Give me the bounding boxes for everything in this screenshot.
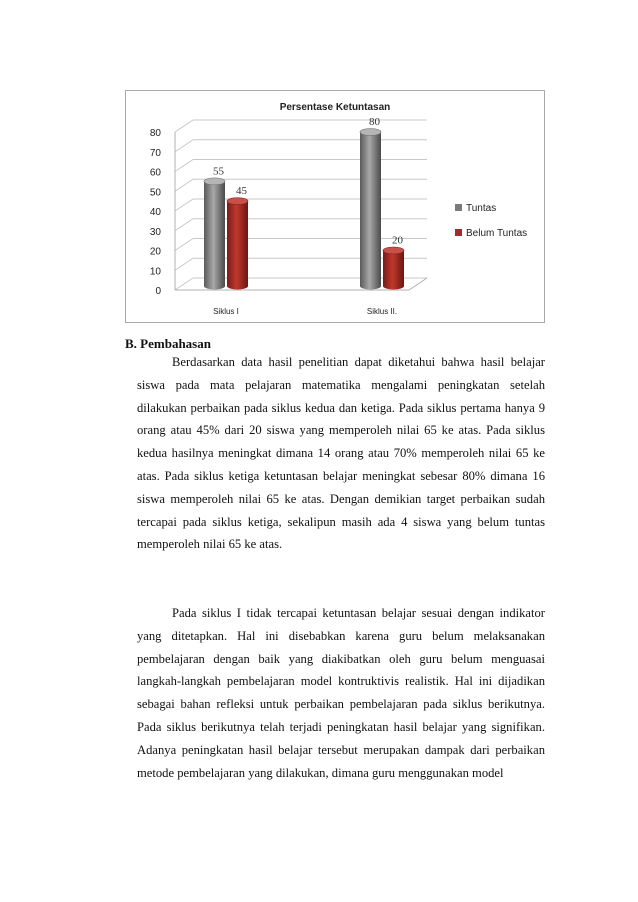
- y-tick-label: 20: [149, 246, 161, 258]
- legend-label: Belum Tuntas: [466, 228, 528, 239]
- chart-container: [125, 90, 545, 323]
- bar-base: [204, 283, 225, 290]
- bar-tuntas: [360, 132, 381, 286]
- gridline-depth: [175, 179, 193, 191]
- gridline-depth: [175, 278, 193, 290]
- gridline-depth: [175, 219, 193, 231]
- y-tick-label: 0: [155, 286, 161, 297]
- legend-label: Tuntas: [466, 203, 497, 214]
- bar-tuntas: [204, 181, 225, 286]
- gridline-depth: [175, 239, 193, 251]
- chart-title: Persentase Ketuntasan: [279, 102, 391, 113]
- gridline-depth: [175, 140, 193, 152]
- x-tick-label: Siklus II.: [366, 307, 398, 316]
- bar-top: [383, 247, 404, 254]
- data-label: 55: [213, 165, 224, 178]
- gridline-depth: [175, 258, 193, 270]
- gridline-depth: [175, 160, 193, 172]
- data-label: 45: [236, 185, 247, 198]
- bar-base: [227, 283, 248, 290]
- legend-swatch-belum-tuntas: [455, 229, 462, 236]
- bar-chart: [126, 91, 546, 324]
- data-label: 80: [369, 116, 380, 128]
- bar-base: [360, 283, 381, 290]
- y-tick-label: 70: [149, 147, 161, 159]
- section-heading: B. Pembahasan: [125, 336, 211, 351]
- legend-swatch-tuntas: [455, 204, 462, 211]
- paragraph-1: Berdasarkan data hasil penelitian dapat diketahui bahwa hasil belajar siswa pada mata pelajaran matematika mengalami peningkatan setelah dilakukan perbaikan pada siklus kedua dan ketiga. Pada siklus pertama hanya 9 orang atau 45% dari 20 siswa yang memperoleh nilai 65 ke atas. Pada siklus kedua hasilnya meningkat dimana 14 orang atau 70% memperoleh nilai 65 ke atas. Pada siklus ketiga ketuntasan belajar meningkat sebesar 80% dimana 16 siswa memperoleh nilai 65 ke atas. Dengan demikian target perbaikan sudah tercapai pada siklus ketiga, sekalipun masih ada 4 siswa yang belum tuntas memperoleh nilai 65 ke atas.: [137, 355, 545, 552]
- y-tick-label: 10: [149, 266, 161, 278]
- data-label: 20: [392, 234, 403, 247]
- bar-belum-tuntas: [227, 201, 248, 286]
- y-tick-label: 60: [149, 167, 161, 179]
- gridline-depth: [175, 120, 193, 132]
- gridline-depth: [175, 199, 193, 211]
- bar-base: [383, 283, 404, 290]
- bar-top: [227, 198, 248, 205]
- bar-top: [360, 129, 381, 136]
- floor-right-edge: [409, 278, 427, 290]
- y-tick-label: 50: [149, 187, 161, 199]
- bar-top: [204, 178, 225, 185]
- x-tick-label: Siklus I: [213, 307, 239, 316]
- y-tick-label: 80: [149, 128, 161, 139]
- y-tick-label: 40: [149, 207, 161, 218]
- bar-belum-tuntas: [383, 251, 404, 287]
- y-tick-label: 30: [149, 226, 161, 238]
- paragraph-2: Pada siklus I tidak tercapai ketuntasan belajar sesuai dengan indikator yang ditetapkan. Hal ini disebabkan karena guru belum melaksanakan pembelajaran dengan baik yang diakibatkan oleh guru belum menguasai langkah-langkah pembelajaran model kontruktivis realistik. Hal ini dijadikan sebagai bahan refleksi untuk perbaikan pembelajaran pada siklus berikutnya. Pada siklus berikutnya telah terjadi peningkatan hasil belajar yang signifikan. Adanya peningkatan hasil belajar tersebut merupakan dampak dari perbaikan metode pembelajaran yang dilakukan, dimana guru menggunakan model: [137, 606, 545, 780]
